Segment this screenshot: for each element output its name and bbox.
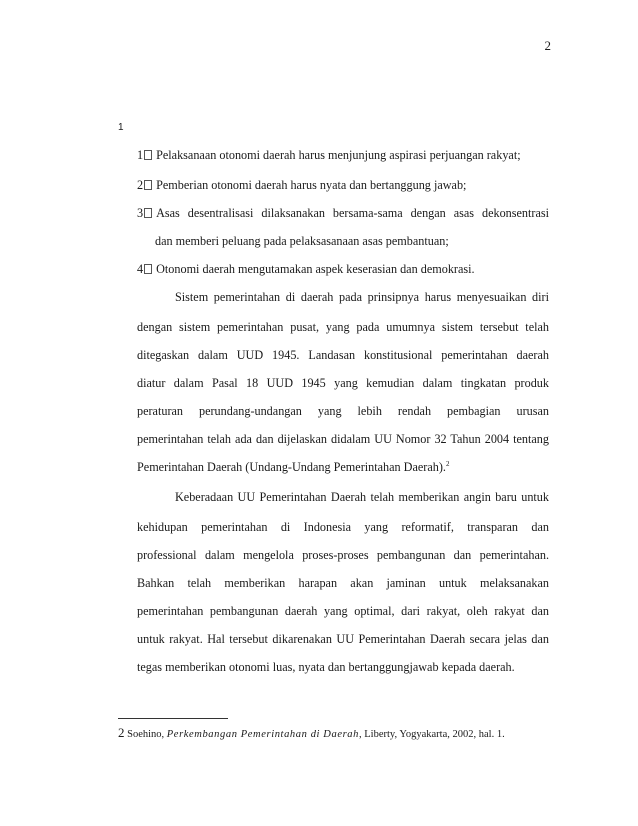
side-marker: 1 — [118, 122, 124, 133]
paragraph-line: diatur dalam Pasal 18 UUD 1945 yang kemudian dalam tingkatan produk — [137, 376, 549, 390]
list-text: Asas desentralisasi dilaksanakan bersama-sama dengan asas dekonsentrasi — [156, 206, 549, 220]
page-number: 2 — [544, 38, 551, 53]
footnote-divider — [118, 718, 228, 719]
missing-glyph-icon — [144, 180, 152, 190]
paragraph-line: pemerintahan pembangunan daerah yang optimal, dari rakyat, oleh rakyat dan — [137, 604, 549, 618]
footnote-author: Soehino, — [127, 729, 165, 740]
paragraph-line: Keberadaan UU Pemerintahan Daerah telah memberikan angin baru untuk — [175, 490, 549, 504]
list-number: 2 — [137, 178, 144, 192]
missing-glyph-icon — [144, 150, 152, 160]
list-number: 1 — [137, 148, 144, 162]
paragraph-line: pemerintahan telah ada dan dijelaskan didalam UU Nomor 32 Tahun 2004 tentang — [137, 432, 549, 446]
list-item-continuation — [155, 232, 549, 250]
list-text: Pemberian otonomi daerah harus nyata dan bertanggung jawab; — [156, 178, 467, 192]
list-text: Pelaksanaan otonomi daerah harus menjunjung aspirasi perjuangan rakyat; — [156, 148, 521, 162]
list-item — [137, 260, 549, 278]
list-item — [137, 176, 549, 194]
list-text: dan memberi peluang pada pelaksasanaan asas pembantuan; — [155, 234, 449, 248]
list-number: 3 — [137, 206, 144, 220]
paragraph-line: ditegaskan dalam UUD 1945. Landasan konstitusional pemerintahan daerah — [137, 348, 549, 362]
list-number: 4 — [137, 262, 144, 276]
paragraph-text: Pemerintahan Daerah (Undang-Undang Pemerintahan Daerah). — [137, 460, 446, 474]
list-text: Otonomi daerah mengutamakan aspek keserasian dan demokrasi. — [156, 262, 475, 276]
paragraph-line: professional dalam mengelola proses-proses pembangunan dan pemerintahan. — [137, 548, 549, 562]
footnote-title: Perkembangan Pemerintahan di Daerah — [166, 729, 359, 740]
paragraph-line: Sistem pemerintahan di daerah pada prinsipnya harus menyesuaikan diri — [175, 290, 549, 304]
paragraph-line: kehidupan pemerintahan di Indonesia yang reformatif, transparan dan — [137, 520, 549, 534]
paragraph-line: dengan sistem pemerintahan pusat, yang pada umumnya sistem tersebut telah — [137, 320, 549, 334]
missing-glyph-icon — [144, 264, 152, 274]
paragraph-line: peraturan perundang-undangan yang lebih rendah pembagian urusan — [137, 404, 549, 418]
footnote-reference: 2 — [445, 459, 450, 468]
paragraph-line: tegas memberikan otonomi luas, nyata dan bertanggungjawab kepada daerah. — [137, 660, 515, 674]
footnote-number: 2 — [118, 725, 125, 740]
missing-glyph-icon — [144, 208, 152, 218]
paragraph-line: untuk rakyat. Hal tersebut dikarenakan UU Pemerintahan Daerah secara jelas dan — [137, 632, 549, 646]
list-item — [137, 146, 549, 164]
footnote — [118, 725, 505, 741]
footnote-details: , Liberty, Yogyakarta, 2002, hal. 1. — [358, 729, 505, 740]
paragraph-line — [137, 458, 549, 476]
list-item — [137, 204, 549, 222]
paragraph-line: Bahkan telah memberikan harapan akan jaminan untuk melaksanakan — [137, 576, 549, 590]
